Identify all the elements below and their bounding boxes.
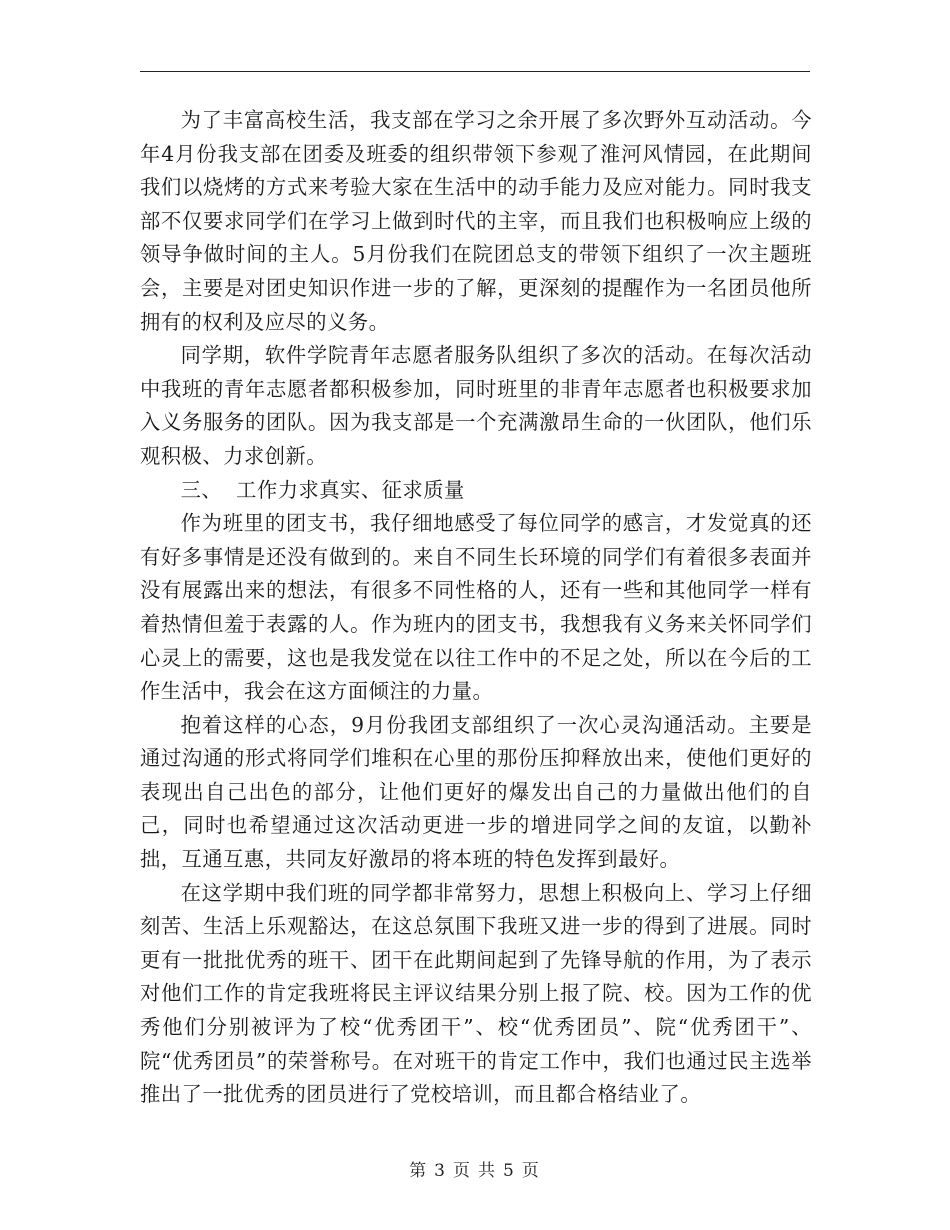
page-footer <box>0 1156 950 1181</box>
section-title: 工作力求真实、征求质量 <box>236 477 465 502</box>
footer-label-gong: 共 <box>478 1161 497 1181</box>
paragraph-outdoor-activities: 为了丰富高校生活，我支部在学习之余开展了多次野外互动活动。今年4月份我支部在团委及班委的组织带领下参观了淮河风情园，在此期间我们以烧烤的方式来考验大家在生活中的动手能力及应对能力。同时我支部不仅要求同学们在学习上做到时代的主宰，而且我们也积极响应上级的领导争做时间的主人。5月份我们在院团总支的带领下组织了一次主题班会，主要是对团史知识作进一步的了解，更深刻的提醒作为一名团员他所拥有的权利及应尽的义务。 <box>140 108 812 334</box>
footer-total-pages: 5 <box>503 1161 516 1181</box>
document-body <box>140 104 812 1112</box>
footer-label-di: 第 <box>409 1161 429 1181</box>
section-heading-3 <box>140 474 812 508</box>
paragraph-secretary-reflection: 作为班里的团支书，我仔细地感受了每位同学的感言，才发觉真的还有好多事情是还没有做到的。来自不同生长环境的同学们有着很多表面并没有展露出来的想法，有很多不同性格的人，还有一些和其他同学一样有着热情但羞于表露的人。作为班内的团支书，我想我有义务来关怀同学们心灵上的需要，这也是我发觉在以往工作中的不足之处，所以在今后的工作生活中，我会在这方面倾注的力量。 <box>140 511 812 704</box>
paragraph-communication-activity: 抱着这样的心态，9月份我团支部组织了一次心灵沟通活动。主要是通过沟通的形式将同学们堆积在心里的那份压抑释放出来，使他们更好的表现出自己出色的部分，让他们更好的爆发出自己的力量做出他们的自己，同时也希望通过这次活动更进一步的增进同学之间的友谊，以勤补拙，互通互惠，共同友好激昂的将本班的特色发挥到最好。 <box>140 712 812 872</box>
paragraph-volunteer-activities: 同学期，软件学院青年志愿者服务队组织了多次的活动。在每次活动中我班的青年志愿者都积极参加，同时班里的非青年志愿者也积极要求加入义务服务的团队。因为我支部是一个充满激昂生命的一伙团队，他们乐观积极、力求创新。 <box>140 343 812 468</box>
paragraph-semester-achievements: 在这学期中我们班的同学都非常努力，思想上积极向上、学习上仔细刻苦、生活上乐观豁达，在这总氛围下我班又进一步的得到了进展。同时更有一批批优秀的班干、团干在此期间起到了先锋导航的作用，为了表示对他们工作的肯定我班将民主评议结果分别上报了院、校。因为工作的优秀他们分别被评为了校“优秀团干”、校“优秀团员”、院“优秀团干”、院“优秀团员”的荣誉称号。在对班干的肯定工作中，我们也通过民主选举推出了一批优秀的团员进行了党校培训，而且都合格结业了。 <box>140 880 812 1107</box>
footer-label-ye: 页 <box>453 1161 472 1181</box>
header-divider <box>140 71 810 72</box>
footer-label-ye2: 页 <box>521 1161 541 1181</box>
footer-current-page: 3 <box>434 1161 447 1181</box>
section-number: 三、 <box>180 477 223 502</box>
